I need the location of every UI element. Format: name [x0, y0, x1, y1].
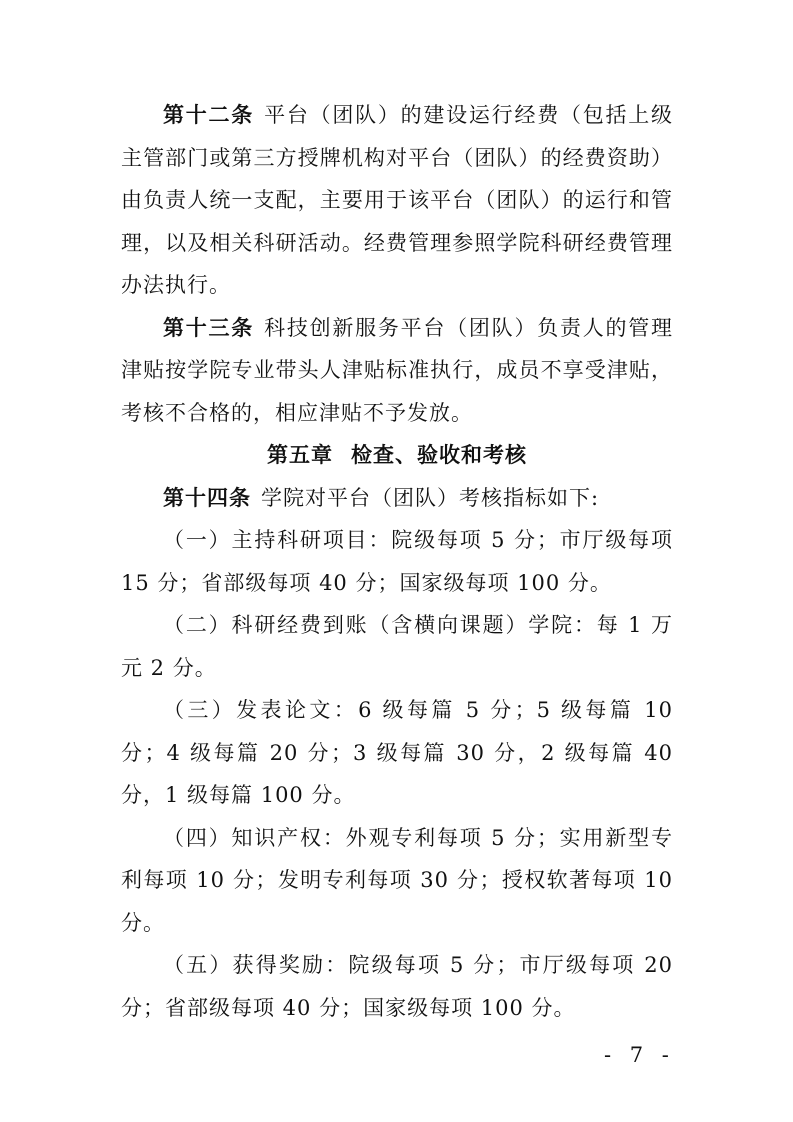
article-14-text: 学院对平台（团队）考核指标如下: [261, 485, 600, 510]
article-14-label: 第十四条 [163, 484, 251, 510]
article-13-paragraph [121, 307, 673, 435]
chapter-title: 检查、验收和考核 [351, 442, 527, 467]
criteria-item-4: （四）知识产权：外观专利每项 5 分；实用新型专利每项 10 分；发明专利每项 30 分；授权软著每项 10 分。 [121, 825, 673, 935]
criteria-item-1: （一）主持科研项目：院级每项 5 分；市厅级每项 15 分；省部级每项 40 分；国家级每项 100 分。 [121, 528, 673, 595]
article-12-paragraph [121, 94, 673, 307]
chapter-number: 第五章 [267, 442, 333, 467]
page-number: - 7 - [604, 1043, 675, 1067]
article-14-paragraph [121, 477, 673, 520]
criteria-item-2: （二）科研经费到账（含横向课题）学院：每 1 万元 2 分。 [121, 613, 673, 680]
chapter-heading [121, 434, 673, 477]
article-13-label: 第十三条 [163, 314, 255, 340]
criteria-item-3: （三）发表论文：6 级每篇 5 分；5 级每篇 10 分；4 级每篇 20 分；3 级每篇 30 分，2 级每篇 40 分，1 级每篇 100 分。 [121, 698, 673, 807]
article-13-text: 科技创新服务平台（团队）负责人的管理津贴按学院专业带头人津贴标准执行，成员不享受津贴，考核不合格的，相应津贴不予发放。 [121, 315, 674, 425]
article-12-label: 第十二条 [163, 102, 255, 127]
document-body [121, 94, 673, 1029]
criteria-item-5: （五）获得奖励：院级每项 5 分；市厅级每项 20 分；省部级每项 40 分；国家级每项 100 分。 [121, 953, 673, 1020]
article-12-text: 平台（团队）的建设运行经费（包括上级主管部门或第三方授牌机构对平台（团队）的经费资助）由负责人统一支配，主要用于该平台（团队）的运行和管理，以及相关科研活动。经费管理参照学院科研经费管理办法执行。 [121, 103, 674, 297]
